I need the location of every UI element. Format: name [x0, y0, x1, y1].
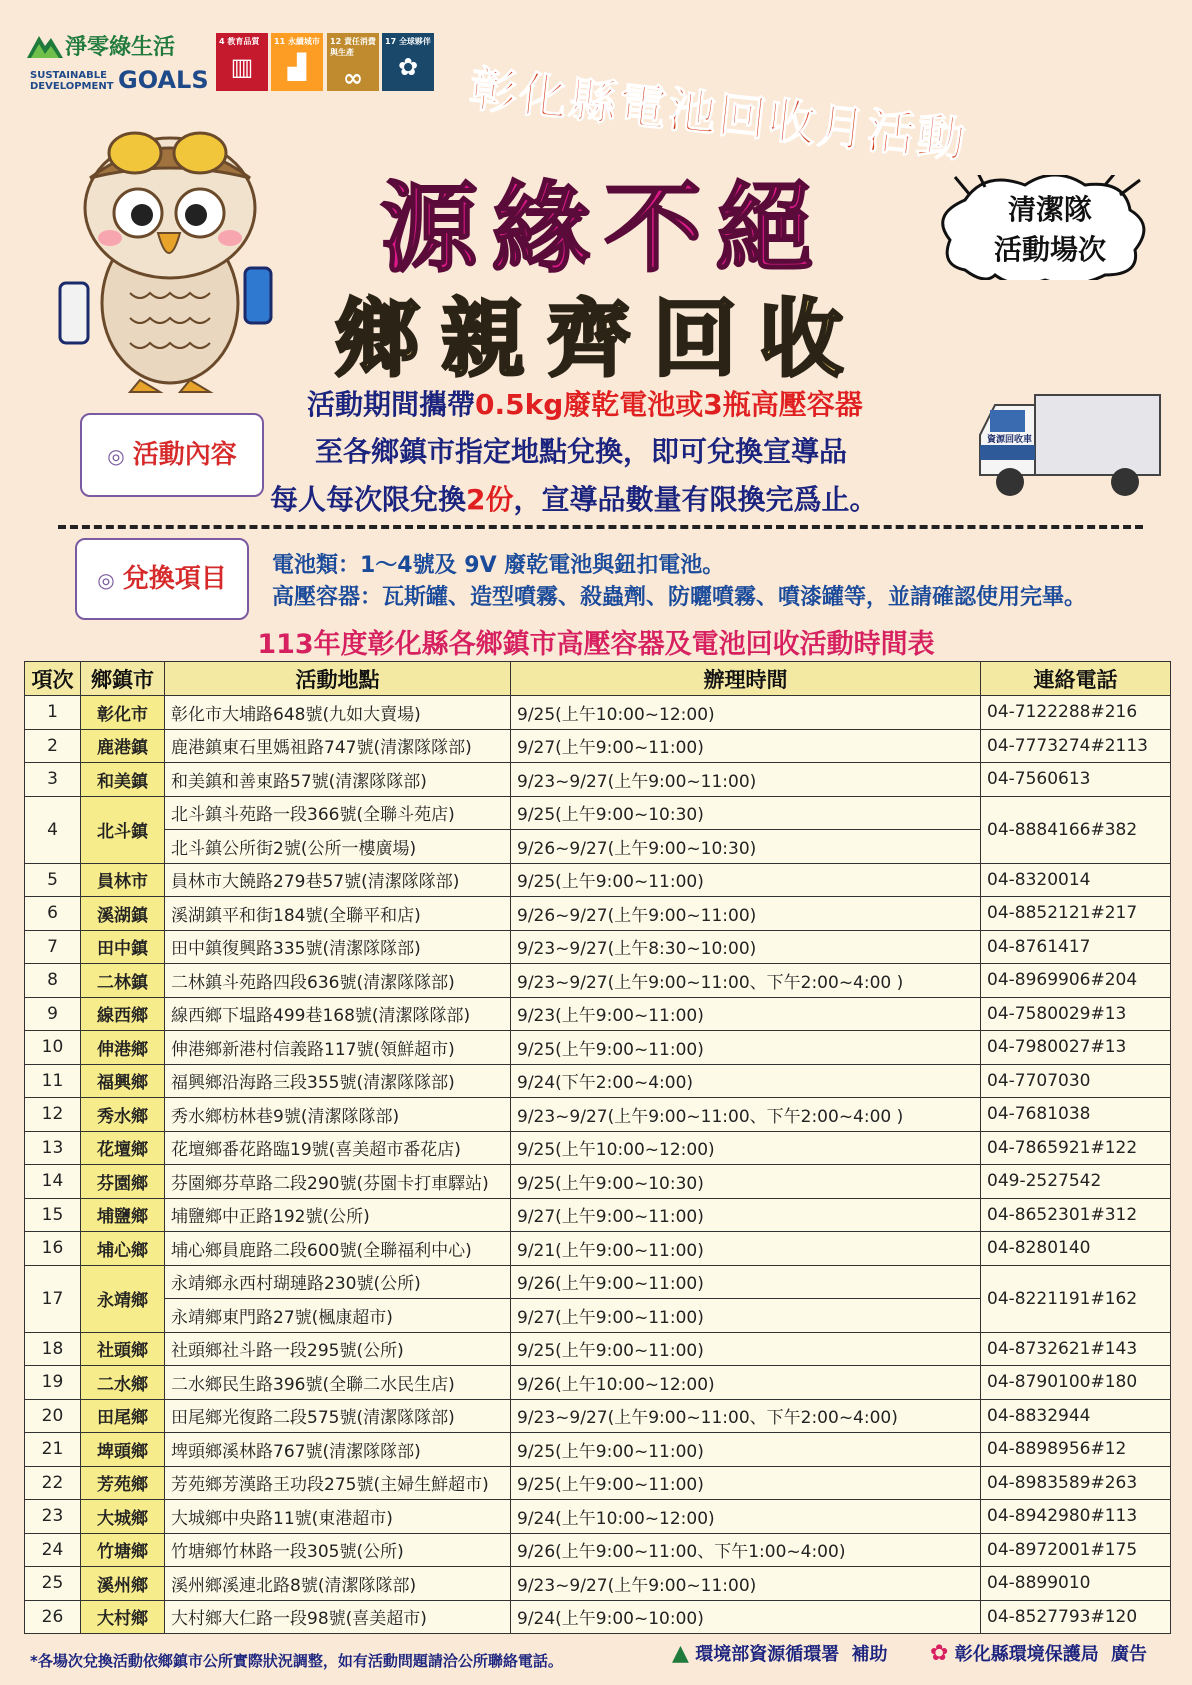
cell-loc: 芳苑鄉芳漢路王功段275號(主婦生鮮超市) [165, 1466, 511, 1500]
cell-loc: 大城鄉中央路11號(東港超市) [165, 1500, 511, 1534]
cell-tel: 04-8942980#113 [981, 1500, 1171, 1534]
cell-town: 芬園鄉 [81, 1165, 165, 1199]
table-row [25, 1332, 1171, 1366]
schedule-table [24, 661, 1171, 1634]
cell-no: 16 [25, 1232, 81, 1266]
table-row [25, 763, 1171, 797]
cell-town: 大城鄉 [81, 1500, 165, 1534]
epa-logo-icon: ▲ [672, 1641, 689, 1666]
cell-loc: 線西鄉下塭路499巷168號(清潔隊隊部) [165, 997, 511, 1031]
table-row [25, 1600, 1171, 1634]
cell-time: 9/26~9/27(上午9:00~10:30) [511, 830, 981, 864]
title-line2: 鄉親齊回收 [335, 290, 866, 388]
cell-loc: 溪州鄉溪連北路8號(清潔隊隊部) [165, 1567, 511, 1601]
cell-time: 9/25(上午9:00~11:00) [511, 1466, 981, 1500]
cell-town: 員林市 [81, 863, 165, 897]
cell-no: 21 [25, 1433, 81, 1467]
cell-no: 12 [25, 1098, 81, 1132]
table-row [25, 997, 1171, 1031]
cell-time: 9/25(上午9:00~11:00) [511, 1332, 981, 1366]
table-row [25, 1500, 1171, 1534]
cell-tel: 04-7707030 [981, 1064, 1171, 1098]
goal-number: 4 [219, 37, 225, 46]
cell-time: 9/23~9/27(上午9:00~11:00) [511, 763, 981, 797]
tag-label: 兌換項目 [122, 564, 227, 594]
mountain-icon [25, 28, 65, 62]
cell-loc: 埤頭鄉溪林路767號(清潔隊隊部) [165, 1433, 511, 1467]
cell-time: 9/25(上午9:00~10:30) [511, 796, 981, 830]
cell-no: 5 [25, 863, 81, 897]
cell-loc: 永靖鄉東門路27號(楓康超市) [165, 1299, 511, 1333]
cell-tel: 04-7580029#13 [981, 997, 1171, 1031]
sdg-goal-11 [271, 33, 323, 91]
goal-label: 永續城市 [287, 37, 320, 46]
cell-town: 彰化市 [81, 696, 165, 730]
cell-town: 二水鄉 [81, 1366, 165, 1400]
bubble-line2: 活動場次 [993, 233, 1106, 266]
cell-tel: 04-8832944 [981, 1399, 1171, 1433]
cell-time: 9/21(上午9:00~11:00) [511, 1232, 981, 1266]
cell-tel: 04-8790100#180 [981, 1366, 1171, 1400]
brand-name: 淨零綠生活 [65, 35, 176, 60]
cell-tel: 04-7122288#216 [981, 696, 1171, 730]
cell-no: 19 [25, 1366, 81, 1400]
cell-time: 9/23~9/27(上午9:00~11:00、下午2:00~4:00 ) [511, 964, 981, 998]
exchange-items-tag [75, 538, 249, 620]
cell-no: 6 [25, 897, 81, 931]
cell-no: 20 [25, 1399, 81, 1433]
table-header-row [25, 662, 1171, 696]
cell-town: 二林鎮 [81, 964, 165, 998]
cell-tel: 04-8652301#312 [981, 1198, 1171, 1232]
table-row [25, 964, 1171, 998]
cell-tel: 04-7773274#2113 [981, 729, 1171, 763]
table-row [25, 1131, 1171, 1165]
book-icon: ▥ [230, 53, 254, 81]
sponsor2-name: 彰化縣環境保護局 [954, 1644, 1099, 1665]
items-line1: 電池類：1～4號及 9V 廢乾電池與鈕扣電池。 [272, 553, 725, 578]
cell-loc: 永靖鄉永西村瑚璉路230號(公所) [165, 1265, 511, 1299]
table-row [25, 696, 1171, 730]
cell-town: 社頭鄉 [81, 1332, 165, 1366]
cell-town: 伸港鄉 [81, 1031, 165, 1065]
sponsor1-role: 補助 [851, 1644, 888, 1665]
sdg-logo [25, 28, 210, 98]
goal-label: 全球夥伴 [398, 37, 431, 46]
goal-label: 教育品質 [227, 37, 260, 46]
schedule-body [25, 696, 1171, 1634]
cell-tel: 049-2527542 [981, 1165, 1171, 1199]
campaign-title: 彰化縣電池回收月活動 [466, 61, 970, 170]
tag-hole-icon: ◎ [97, 568, 115, 592]
cell-time: 9/25(上午9:00~10:30) [511, 1165, 981, 1199]
dashed-divider [58, 525, 1143, 529]
sponsor1-name: 環境部資源循環署 [695, 1644, 840, 1665]
cell-time: 9/26(上午10:00~12:00) [511, 1366, 981, 1400]
cell-time: 9/25(上午10:00~12:00) [511, 696, 981, 730]
cell-loc: 彰化市大埔路648號(九如大賣場) [165, 696, 511, 730]
table-row [25, 1366, 1171, 1400]
tag-hole-icon: ◎ [107, 444, 125, 468]
header-tel: 連絡電話 [981, 662, 1171, 696]
cell-time: 9/27(上午9:00~11:00) [511, 1299, 981, 1333]
sponsor2-role: 廣告 [1111, 1644, 1147, 1665]
cell-town: 田中鎮 [81, 930, 165, 964]
cell-tel: 04-7681038 [981, 1098, 1171, 1132]
activity-line3 [270, 478, 878, 518]
cell-no: 24 [25, 1533, 81, 1567]
cell-time: 9/26(上午9:00~11:00) [511, 1265, 981, 1299]
flower-icon: ✿ [397, 53, 419, 81]
header-no: 項次 [25, 662, 81, 696]
cell-time: 9/23(上午9:00~11:00) [511, 997, 981, 1031]
table-row [25, 1399, 1171, 1433]
cell-town: 和美鎮 [81, 763, 165, 797]
sdg-line2: DEVELOPMENT [30, 81, 114, 92]
table-row [25, 1466, 1171, 1500]
cell-no: 13 [25, 1131, 81, 1165]
table-row [25, 1165, 1171, 1199]
owl-mascot-icon [50, 118, 290, 398]
table-row [25, 1098, 1171, 1132]
cell-no: 17 [25, 1265, 81, 1332]
cell-town: 溪湖鎮 [81, 897, 165, 931]
infinity-icon: ∞ [343, 64, 363, 92]
tag-label: 活動內容 [132, 440, 237, 470]
cell-no: 8 [25, 964, 81, 998]
header-location: 活動地點 [165, 662, 511, 696]
cell-no: 10 [25, 1031, 81, 1065]
cell-loc: 溪湖鎮平和街184號(全聯平和店) [165, 897, 511, 931]
table-row [25, 930, 1171, 964]
cell-no: 3 [25, 763, 81, 797]
cell-loc: 秀水鄉枋林巷9號(清潔隊隊部) [165, 1098, 511, 1132]
cell-time: 9/26~9/27(上午9:00~11:00) [511, 897, 981, 931]
cell-no: 26 [25, 1600, 81, 1634]
cell-time: 9/25(上午10:00~12:00) [511, 1131, 981, 1165]
cell-time: 9/24(上午10:00~12:00) [511, 1500, 981, 1534]
table-title: 113年度彰化縣各鄉鎮市高壓容器及電池回收活動時間表 [257, 629, 935, 660]
cell-tel: 04-8972001#175 [981, 1533, 1171, 1567]
cell-town: 竹塘鄉 [81, 1533, 165, 1567]
cell-no: 22 [25, 1466, 81, 1500]
cell-loc: 和美鎮和善東路57號(清潔隊隊部) [165, 763, 511, 797]
cell-time: 9/23~9/27(上午9:00~11:00、下午2:00~4:00) [511, 1399, 981, 1433]
cell-tel: 04-8899010 [981, 1567, 1171, 1601]
cell-town: 田尾鄉 [81, 1399, 165, 1433]
cell-town: 線西鄉 [81, 997, 165, 1031]
cell-town: 埔鹽鄉 [81, 1198, 165, 1232]
cell-loc: 埔心鄉員鹿路二段600號(全聯福利中心) [165, 1232, 511, 1266]
cell-loc: 田尾鄉光復路二段575號(清潔隊隊部) [165, 1399, 511, 1433]
cell-loc: 芬園鄉芬草路二段290號(芬園卡打車驛站) [165, 1165, 511, 1199]
cell-town: 秀水鄉 [81, 1098, 165, 1132]
cell-tel: 04-8527793#120 [981, 1600, 1171, 1634]
cell-loc: 北斗鎮公所街2號(公所一樓廣場) [165, 830, 511, 864]
cell-loc: 竹塘鄉竹林路一段305號(公所) [165, 1533, 511, 1567]
sponsor-chcg [930, 1640, 1147, 1666]
activity-line1-highlight: 0.5kg廢乾電池或3瓶高壓容器 [475, 388, 863, 421]
cell-tel: 04-8852121#217 [981, 897, 1171, 931]
goals-word: GOALS [118, 66, 209, 94]
table-row [25, 897, 1171, 931]
cell-town: 埔心鄉 [81, 1232, 165, 1266]
cell-tel: 04-8983589#263 [981, 1466, 1171, 1500]
cell-time: 9/26(上午9:00~11:00、下午1:00~4:00) [511, 1533, 981, 1567]
cell-no: 9 [25, 997, 81, 1031]
table-row [25, 729, 1171, 763]
cell-tel: 04-8761417 [981, 930, 1171, 964]
truck-label: 資源回收車 [987, 435, 1033, 445]
sdg-line1: SUSTAINABLE [30, 70, 107, 81]
cell-tel: 04-7560613 [981, 763, 1171, 797]
goal-number: 12 [330, 37, 342, 46]
header-time: 辦理時間 [511, 662, 981, 696]
cell-no: 7 [25, 930, 81, 964]
sdg-goal-12 [327, 33, 379, 91]
cell-no: 14 [25, 1165, 81, 1199]
table-row [25, 1232, 1171, 1266]
sponsor-epa [672, 1640, 887, 1666]
recycling-truck-icon [975, 390, 1165, 500]
cell-time: 9/24(上午9:00~10:00) [511, 1600, 981, 1634]
header-town: 鄉鎮市 [81, 662, 165, 696]
table-row [25, 1533, 1171, 1567]
cell-loc: 員林市大饒路279巷57號(清潔隊隊部) [165, 863, 511, 897]
activity-line3-end: ，宣導品數量有限換完爲止。 [513, 483, 878, 516]
cell-loc: 社頭鄉社斗路一段295號(公所) [165, 1332, 511, 1366]
activity-line3-text: 每人每次限兌換 [270, 483, 467, 516]
table-row [25, 1198, 1171, 1232]
table-row [25, 1031, 1171, 1065]
table-row [25, 1265, 1171, 1299]
cell-loc: 大村鄉大仁路一段98號(喜美超市) [165, 1600, 511, 1634]
cell-loc: 花壇鄉番花路臨19號(喜美超市番花店) [165, 1131, 511, 1165]
cell-town: 芳苑鄉 [81, 1466, 165, 1500]
cell-tel: 04-7980027#13 [981, 1031, 1171, 1065]
cell-town: 溪州鄉 [81, 1567, 165, 1601]
cell-town: 大村鄉 [81, 1600, 165, 1634]
footnote: *各場次兌換活動依鄉鎮市公所實際狀況調整，如有活動問題請洽公所聯絡電話。 [30, 1652, 563, 1670]
cell-tel: 04-8884166#382 [981, 796, 1171, 863]
cell-tel: 04-8969906#204 [981, 964, 1171, 998]
cell-town: 鹿港鎮 [81, 729, 165, 763]
goal-label: 責任消費與生產 [330, 37, 376, 57]
cell-loc: 埔鹽鄉中正路192號(公所) [165, 1198, 511, 1232]
cell-loc: 二林鎮斗苑路四段636號(清潔隊隊部) [165, 964, 511, 998]
activity-line1-text: 活動期間攜帶 [307, 388, 476, 421]
activity-line3-highlight: 2份 [466, 483, 514, 516]
items-line2: 高壓容器：瓦斯罐、造型噴霧、殺蟲劑、防曬噴霧、噴漆罐等，並請確認使用完畢。 [272, 585, 1087, 610]
sdg-goal-17 [382, 33, 434, 91]
cell-no: 23 [25, 1500, 81, 1534]
cell-tel: 04-8320014 [981, 863, 1171, 897]
cell-no: 15 [25, 1198, 81, 1232]
activity-content-tag [80, 413, 264, 497]
cell-tel: 04-8280140 [981, 1232, 1171, 1266]
cell-no: 11 [25, 1064, 81, 1098]
table-row [25, 1064, 1171, 1098]
cell-time: 9/25(上午9:00~11:00) [511, 863, 981, 897]
chcg-logo-icon: ✿ [930, 1641, 949, 1666]
bubble-text [975, 190, 1125, 270]
city-icon: ▟ [287, 53, 307, 81]
cell-time: 9/23~9/27(上午8:30~10:00) [511, 930, 981, 964]
sdg-goal-4 [216, 33, 268, 91]
cell-time: 9/23~9/27(上午9:00~11:00、下午2:00~4:00 ) [511, 1098, 981, 1132]
cell-town: 埤頭鄉 [81, 1433, 165, 1467]
cell-town: 北斗鎮 [81, 796, 165, 863]
cell-time: 9/25(上午9:00~11:00) [511, 1433, 981, 1467]
cell-loc: 北斗鎮斗苑路一段366號(全聯斗苑店) [165, 796, 511, 830]
table-row [25, 1567, 1171, 1601]
cell-tel: 04-8898956#12 [981, 1433, 1171, 1467]
table-row [25, 863, 1171, 897]
cell-time: 9/27(上午9:00~11:00) [511, 1198, 981, 1232]
table-row [25, 796, 1171, 830]
activity-line1 [307, 383, 863, 423]
cell-tel: 04-7865921#122 [981, 1131, 1171, 1165]
cell-no: 4 [25, 796, 81, 863]
cell-time: 9/24(下午2:00~4:00) [511, 1064, 981, 1098]
cell-no: 2 [25, 729, 81, 763]
cell-tel: 04-8732621#143 [981, 1332, 1171, 1366]
title-line1: 源緣不絕 [380, 172, 829, 286]
cell-town: 花壇鄉 [81, 1131, 165, 1165]
cell-no: 1 [25, 696, 81, 730]
cell-no: 18 [25, 1332, 81, 1366]
table-row [25, 1433, 1171, 1467]
cell-time: 9/25(上午9:00~11:00) [511, 1031, 981, 1065]
cell-town: 福興鄉 [81, 1064, 165, 1098]
cell-loc: 福興鄉沿海路三段355號(清潔隊隊部) [165, 1064, 511, 1098]
activity-line2: 至各鄉鎮市指定地點兌換，即可兌換宣導品 [315, 435, 848, 468]
cell-time: 9/23~9/27(上午9:00~11:00) [511, 1567, 981, 1601]
goal-number: 11 [274, 37, 286, 46]
cell-tel: 04-8221191#162 [981, 1265, 1171, 1332]
cell-loc: 鹿港鎮東石里媽祖路747號(清潔隊隊部) [165, 729, 511, 763]
cell-loc: 二水鄉民生路396號(全聯二水民生店) [165, 1366, 511, 1400]
goal-number: 17 [385, 37, 397, 46]
cell-time: 9/27(上午9:00~11:00) [511, 729, 981, 763]
cell-loc: 田中鎮復興路335號(清潔隊隊部) [165, 930, 511, 964]
bubble-line1: 清潔隊 [1007, 193, 1092, 226]
cell-town: 永靖鄉 [81, 1265, 165, 1332]
cell-no: 25 [25, 1567, 81, 1601]
cell-loc: 伸港鄉新港村信義路117號(領鮮超市) [165, 1031, 511, 1065]
